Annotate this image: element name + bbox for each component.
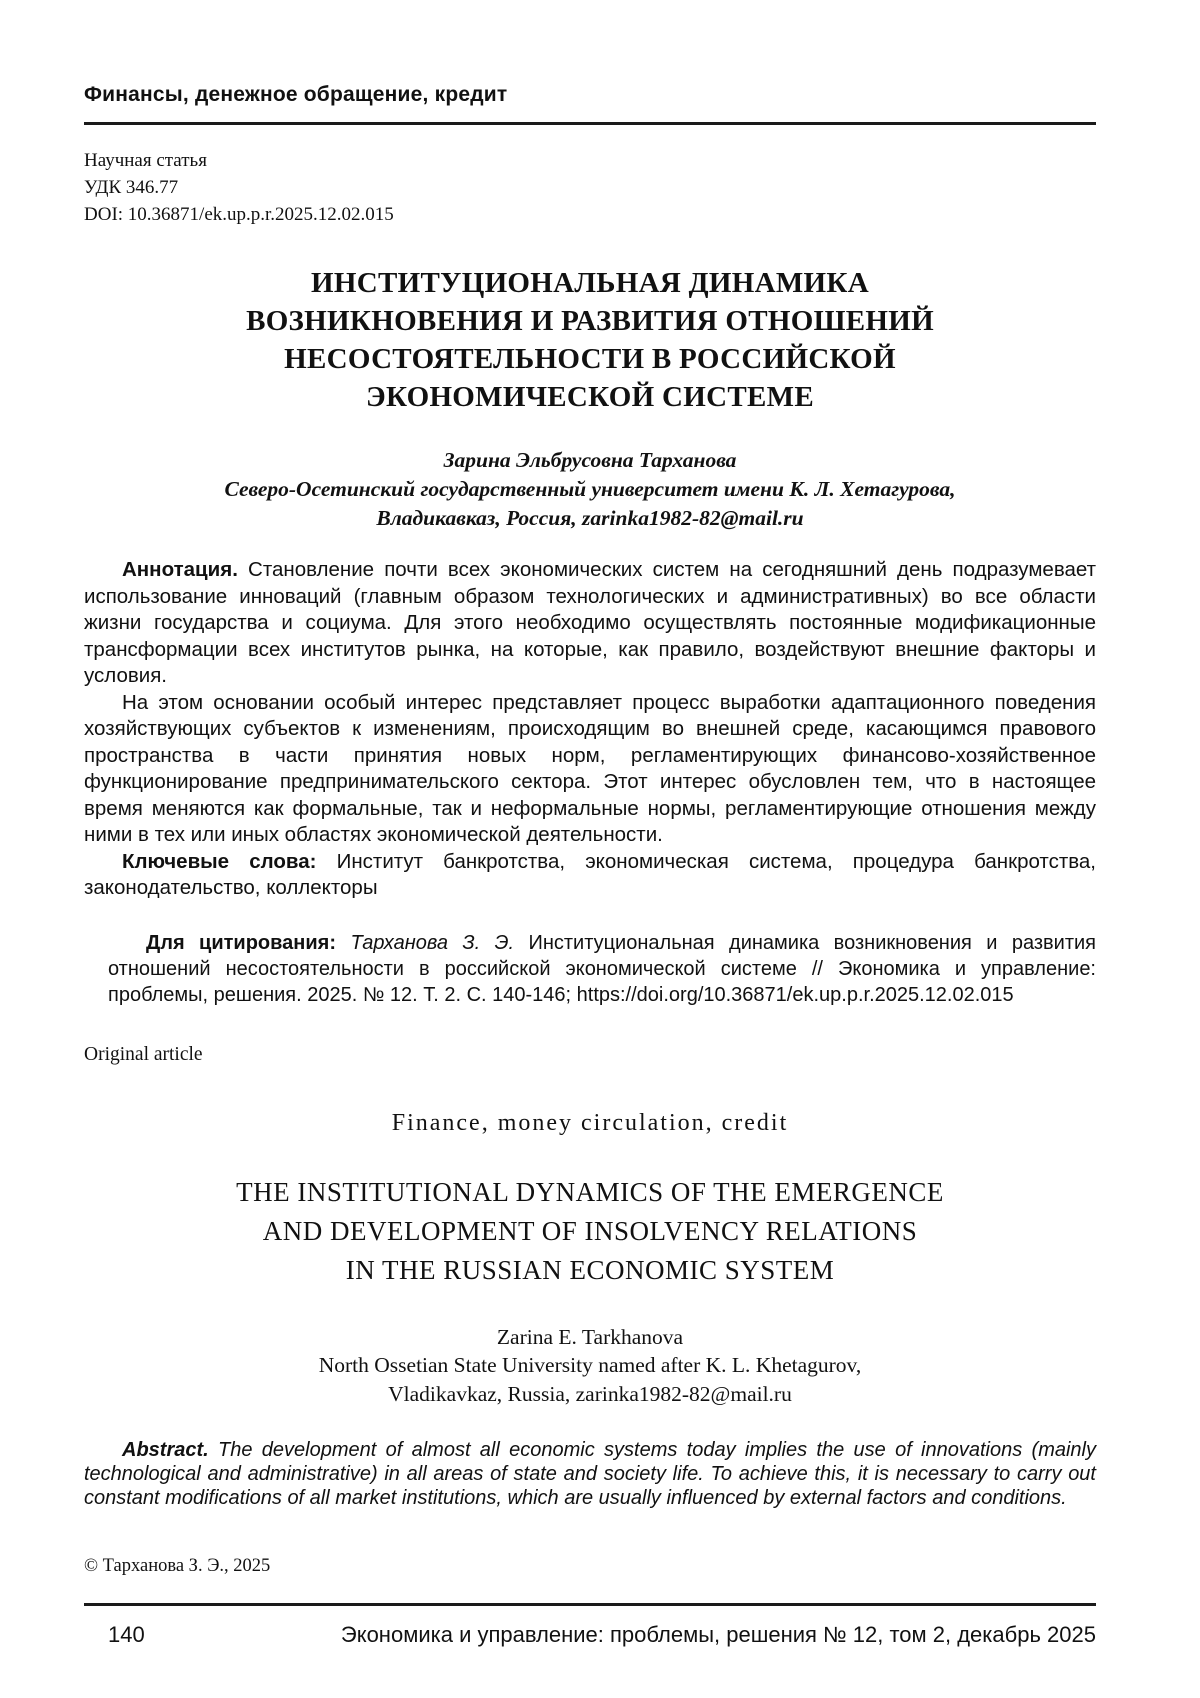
abstract-ru-paragraph-1 bbox=[84, 557, 1096, 690]
abstract-en-text: The development of almost all economic systems today implies the use of innovations (mainly technological and administrative) in all areas of state and society life. To achieve this, it is necessary to carry out constant modifications of all market institutions, which are usually influenced by external factors and conditions. bbox=[84, 1439, 1096, 1509]
abstract-ru bbox=[84, 557, 1096, 902]
title-ru-line: НЕСОСТОЯТЕЛЬНОСТИ В РОССИЙСКОЙ bbox=[284, 343, 896, 375]
author-affiliation-ru: Северо-Осетинский государственный университет имени К. Л. Хетагурова, bbox=[224, 477, 956, 501]
citation-author: Тарханова З. Э. bbox=[350, 931, 515, 954]
header-divider bbox=[84, 122, 1096, 125]
udk-code: УДК 346.77 bbox=[84, 177, 179, 198]
journal-footer-title: Экономика и управление: проблемы, решения № 12, том 2, декабрь 2025 bbox=[340, 1622, 1096, 1647]
author-name-en: Zarina E. Tarkhanova bbox=[496, 1324, 684, 1349]
keywords-ru-text: Институт банкротства, экономическая система, процедура банкротства, законодательство, коллекторы bbox=[84, 849, 1096, 899]
abstract-ru-text-2: На этом основании особый интерес представляет процесс выработки адаптационного поведения хозяйствующих субъектов к изменениям, происходящим во внешней среде, касающимся правового пространства в части принятия новых норм, регламентирующих финансово-хозяйственное функционирование предпринимательского сектора. Этот интерес обусловлен тем, что в настоящее время меняются как формальные, так и неформальные нормы, регламентирующие отношения между ними в тех или иных областях экономической деятельности. bbox=[84, 690, 1096, 846]
doi-code: DOI: 10.36871/ek.up.p.r.2025.12.02.015 bbox=[84, 204, 394, 225]
article-type-ru: Научная статья bbox=[84, 150, 207, 171]
title-ru-line: ЭКОНОМИЧЕСКОЙ СИСТЕМЕ bbox=[366, 381, 814, 413]
citation-block bbox=[108, 930, 1096, 1008]
author-city-email-ru: Владикавказ, Россия, zarinka1982-82@mail.ru bbox=[376, 506, 804, 530]
abstract-ru-paragraph-2 bbox=[84, 690, 1096, 849]
article-title-en bbox=[84, 1173, 1096, 1290]
citation-text: Институциональная динамика возникновения и развития отношений несостоятельности в российской экономической системе // Экономика и управление: проблемы, решения. 2025. № 12. Т. 2. С. 140-146; https://doi.org/10.36871/ek.up.p.r.2025.12.02.015 bbox=[108, 931, 1097, 1006]
title-en-line: IN THE RUSSIAN ECONOMIC SYSTEM bbox=[345, 1254, 835, 1285]
page-number: 140 bbox=[108, 1622, 145, 1647]
article-title-ru bbox=[84, 264, 1096, 416]
copyright-line: © Тарханова З. Э., 2025 bbox=[84, 1556, 271, 1576]
citation-label: Для цитирования: bbox=[146, 931, 337, 954]
citation-paragraph bbox=[108, 930, 1096, 1008]
abstract-en-label: Abstract. bbox=[122, 1439, 209, 1461]
title-ru-line: ВОЗНИКНОВЕНИЯ И РАЗВИТИЯ ОТНОШЕНИЙ bbox=[246, 305, 934, 337]
journal-section-header: Финансы, денежное обращение, кредит bbox=[84, 83, 508, 106]
abstract-ru-label: Аннотация. bbox=[122, 558, 238, 581]
title-ru-line: ИНСТИТУЦИОНАЛЬНАЯ ДИНАМИКА bbox=[311, 267, 869, 299]
keywords-ru bbox=[84, 849, 1096, 902]
abstract-ru-text-1: Становление почти всех экономических систем на сегодняшний день подразумевает использование инноваций (главным образом технологических и административных) во все области жизни государства и социума. Для этого необходимо осуществлять постоянные модификационные трансформации всех институтов рынка, на которые, как правило, воздействуют внешние факторы и условия. bbox=[84, 558, 1096, 687]
author-name-ru: Зарина Эльбрусовна Тарханова bbox=[443, 448, 737, 472]
footer-divider bbox=[84, 1603, 1096, 1606]
author-affiliation-en: North Ossetian State University named after K. L. Khetagurov, bbox=[318, 1353, 862, 1377]
journal-section-en: Finance, money circulation, credit bbox=[391, 1109, 789, 1136]
page-footer bbox=[84, 1622, 1096, 1648]
abstract-en bbox=[84, 1438, 1096, 1510]
article-type-en: Original article bbox=[84, 1043, 203, 1065]
author-block-ru bbox=[84, 446, 1096, 533]
author-city-email-en: Vladikavkaz, Russia, zarinka1982-82@mail.ru bbox=[388, 1381, 792, 1406]
keywords-ru-label: Ключевые слова: bbox=[122, 849, 317, 873]
article-meta bbox=[84, 147, 1096, 228]
title-en-line: THE INSTITUTIONAL DYNAMICS OF THE EMERGENCE bbox=[236, 1176, 944, 1207]
title-en-line: AND DEVELOPMENT OF INSOLVENCY RELATIONS bbox=[262, 1215, 918, 1246]
author-block-en bbox=[84, 1323, 1096, 1409]
abstract-en-paragraph bbox=[84, 1438, 1096, 1510]
